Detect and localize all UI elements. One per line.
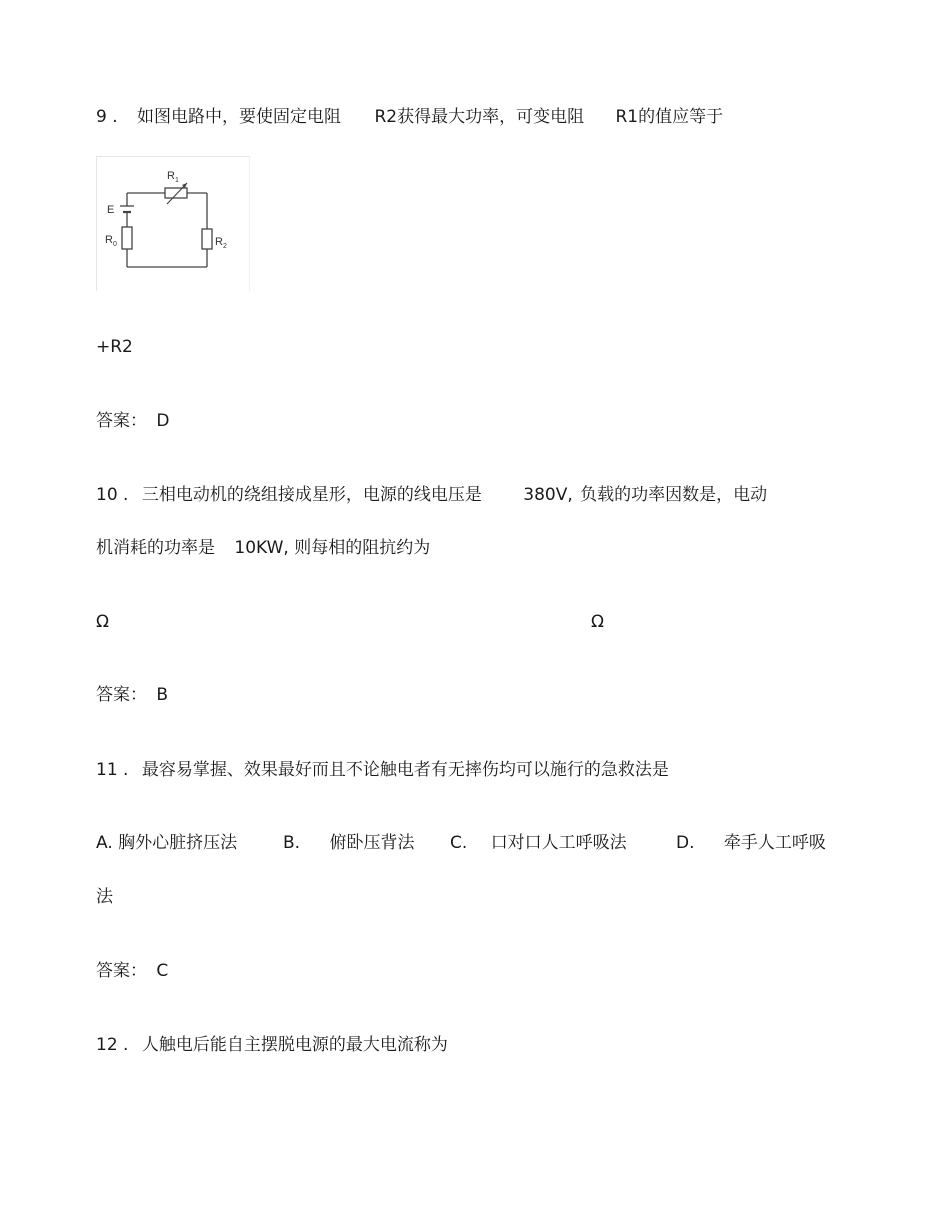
q11-option-b-text: 俯卧压背法: [329, 833, 415, 853]
q11-option-d-cont: 法: [96, 887, 113, 907]
label-r1: $R_1$: [167, 170, 179, 184]
q9-answer: [96, 410, 170, 432]
q12-stem: [96, 1034, 448, 1056]
label-r2: $R_2$: [215, 236, 227, 250]
q11-option-c: [450, 832, 627, 854]
q12-text: 人触电后能自主摆脱电源的最大电流称为: [141, 1035, 448, 1055]
q11-option-d: [676, 832, 826, 854]
q10-text-d: 则每相的阻抗约为: [294, 538, 431, 558]
circuit-svg: [97, 157, 249, 291]
q11-option-b: [283, 832, 414, 854]
q9-answer-value: D: [156, 411, 170, 431]
q11-option-d-text: 牵手人工呼吸: [723, 833, 826, 853]
q11-option-b-letter: B.: [283, 833, 301, 853]
q10-number: 10 .: [96, 485, 129, 505]
q10-text-c: 机消耗的功率是: [96, 538, 215, 558]
label-r0: $R_0$: [105, 234, 117, 248]
label-e: E: [107, 204, 115, 216]
q10-stem-line1: [96, 484, 767, 506]
q10-power: 10KW,: [234, 538, 289, 558]
q11-text: 最容易掌握、效果最好而且不论触电者有无摔伤均可以施行的急救法是: [141, 760, 669, 780]
circuit-diagram: [96, 156, 250, 291]
q10-text-b: 负载的功率因数是，电动: [580, 485, 768, 505]
q11-stem: [96, 759, 669, 781]
q9-text-a: 如图电路中，要使固定电阻: [137, 107, 342, 127]
q10-answer: [96, 684, 168, 706]
q10-omega-2: Ω: [591, 612, 604, 632]
q11-answer-value: C: [156, 961, 169, 981]
q9-text-c: 的值应等于: [638, 107, 724, 127]
q11-number: 11 .: [96, 760, 129, 780]
q11-answer: [96, 960, 168, 982]
q9-text-b: 获得最大功率，可变电阻: [397, 107, 585, 127]
q11-option-c-text: 口对口人工呼吸法: [490, 833, 627, 853]
q10-stem-line2: [96, 537, 430, 559]
q9-answer-label: 答案：: [96, 411, 147, 431]
q12-number: 12 .: [96, 1035, 129, 1055]
q11-answer-label: 答案：: [96, 961, 147, 981]
q10-answer-label: 答案：: [96, 685, 147, 705]
q9-option-line: +R2: [96, 337, 133, 357]
q10-omega-1: Ω: [96, 612, 109, 632]
q11-option-a: A. 胸外心脏挤压法: [96, 833, 238, 853]
q11-option-d-letter: D.: [676, 833, 695, 853]
q9-r1: R1: [615, 107, 639, 127]
q9-stem: [96, 106, 723, 128]
q9-r2: R2: [374, 107, 398, 127]
q10-voltage: 380V,: [523, 485, 573, 505]
q11-option-c-letter: C.: [450, 833, 468, 853]
q10-answer-value: B: [156, 685, 169, 705]
q9-number: 9 .: [96, 107, 118, 127]
q10-text-a: 三相电动机的绕组接成星形，电源的线电压是: [141, 485, 482, 505]
